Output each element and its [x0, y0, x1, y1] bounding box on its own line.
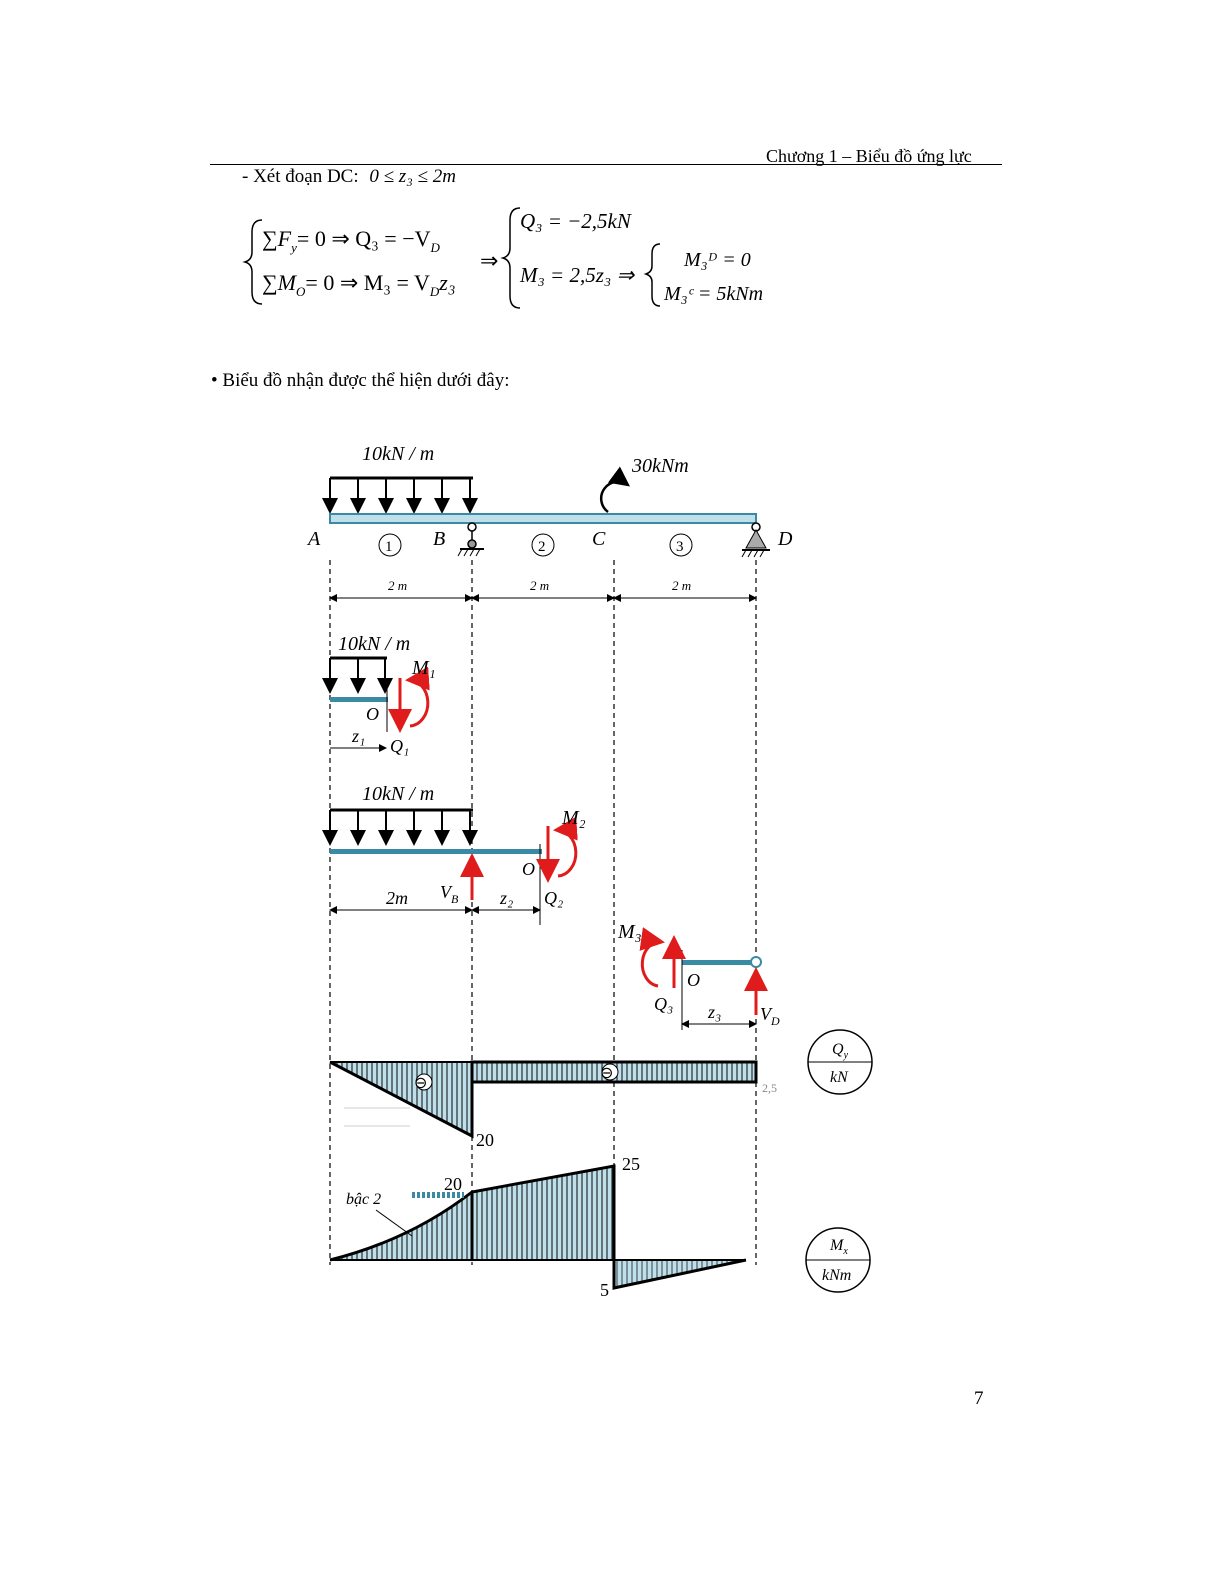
fb1-M-label: M₁ — [412, 657, 436, 679]
fb3-beam — [682, 960, 756, 965]
fb2-O-label: O — [522, 859, 535, 879]
guide-lines — [330, 560, 756, 1265]
Q-badge-top: $Q_y$ — [832, 1041, 849, 1061]
label-D: D — [778, 528, 793, 550]
shear-sign-2: ⊖ — [600, 1065, 614, 1082]
eq1-lhs: $\sum F_y= 0$ ⇒ $Q_3 = -V_D$ — [262, 226, 440, 255]
main-beam — [330, 514, 756, 523]
diagram-intro: • Biểu đồ nhận được thể hiện dưới đây: — [211, 370, 510, 391]
fb1-O-label: O — [366, 704, 379, 724]
applied-moment-arrow — [601, 482, 628, 512]
result-m3: M₃ = 2,5z₃ ⇒ — [520, 263, 635, 287]
result-q3: Q₃ = −2,5kN — [520, 209, 631, 233]
moment-value-C-top: 25 — [622, 1154, 640, 1174]
fb3-VD-label: $V_D$ — [760, 1004, 780, 1028]
support-D-pin — [742, 523, 770, 557]
fb2-z-label: z₂ — [500, 888, 514, 908]
curve-label-leader — [376, 1210, 412, 1236]
section-heading — [242, 166, 456, 188]
fb1-beam — [330, 697, 388, 702]
fb3-hinge — [751, 957, 761, 967]
span-1-label: 2 m — [388, 578, 408, 593]
fb1-moment-arrow — [408, 680, 428, 726]
beam-diagram — [290, 430, 900, 1310]
page-number: 7 — [974, 1388, 984, 1409]
section-heading-text: - Xét đoạn DC: — [242, 166, 359, 187]
fb2-load-label: 10kN / m — [362, 783, 435, 805]
fb1-load-label: 10kN / m — [338, 633, 411, 655]
section-range: 0 ≤ z₃ ≤ 2m — [369, 166, 456, 187]
fb3-Q-label: Q₃ — [654, 994, 674, 1014]
moment-badge — [806, 1228, 870, 1292]
chapter-title: Chương 1 – Biểu đồ ứng lực — [766, 146, 972, 166]
result-m3d: M₃ᴰ = 0 — [684, 249, 751, 271]
fb1-distributed-load — [330, 658, 387, 692]
left-brace-3 — [646, 244, 660, 306]
result-m3c: M₃ᶜ = 5kNm — [664, 283, 764, 305]
span-3-label: 2 m — [672, 578, 692, 593]
fb1-Q-label: Q₁ — [390, 736, 410, 756]
moment-value-C-bottom: 5 — [600, 1280, 609, 1300]
implies-arrow: ⇒ — [480, 248, 499, 273]
label-C: C — [592, 528, 606, 550]
fb3-M-label: M₃ — [618, 921, 642, 943]
segment-3-label: 3 — [676, 539, 684, 555]
M-badge-top: $M_x$ — [830, 1237, 848, 1257]
header-divider — [210, 164, 1002, 165]
moment-value-B: 20 — [444, 1174, 462, 1194]
distributed-load-main — [330, 478, 473, 512]
fb3-z-label: z₃ — [708, 1002, 722, 1022]
eq2-lhs: $\sum M_O= 0$ ⇒ $M_3 = V_Dz_3$ — [262, 270, 456, 299]
fb2-moment-arrow — [556, 830, 576, 876]
fb1-z-label: z₁ — [352, 726, 366, 746]
shear-diagram — [330, 1062, 777, 1150]
moment-diagram — [330, 1154, 746, 1300]
curve-label: bậc 2 — [346, 1191, 382, 1208]
main-load-label: 10kN / m — [362, 443, 435, 465]
left-brace-1 — [245, 220, 262, 304]
fb2-M-label: M₂ — [562, 807, 586, 829]
fb2-len-label: 2m — [386, 888, 408, 908]
segment-1-label: 1 — [385, 539, 393, 555]
shear-value-B: 20 — [476, 1130, 494, 1150]
shear-badge — [808, 1030, 872, 1094]
label-A: A — [308, 528, 321, 550]
segment-2-label: 2 — [538, 539, 546, 555]
fb3-moment-arrow — [642, 942, 662, 986]
Q-badge-bottom: kN — [830, 1069, 848, 1086]
fb2-beam — [330, 849, 542, 854]
support-B-roller — [458, 523, 484, 556]
M-badge-bottom: kNm — [822, 1267, 852, 1284]
fb2-VB-label: $V_B$ — [440, 882, 459, 906]
left-brace-2 — [503, 208, 520, 308]
label-B: B — [433, 528, 446, 550]
span-2-label: 2 m — [530, 578, 550, 593]
shear-sign-1: ⊖ — [414, 1075, 428, 1092]
moment-load-label: 30kNm — [632, 455, 689, 477]
shear-value-right: 2,5 — [762, 1081, 777, 1095]
fb2-distributed-load — [330, 810, 473, 844]
fb3-O-label: O — [687, 970, 700, 990]
fb2-Q-label: Q₂ — [544, 888, 564, 908]
equation-block — [240, 200, 800, 320]
